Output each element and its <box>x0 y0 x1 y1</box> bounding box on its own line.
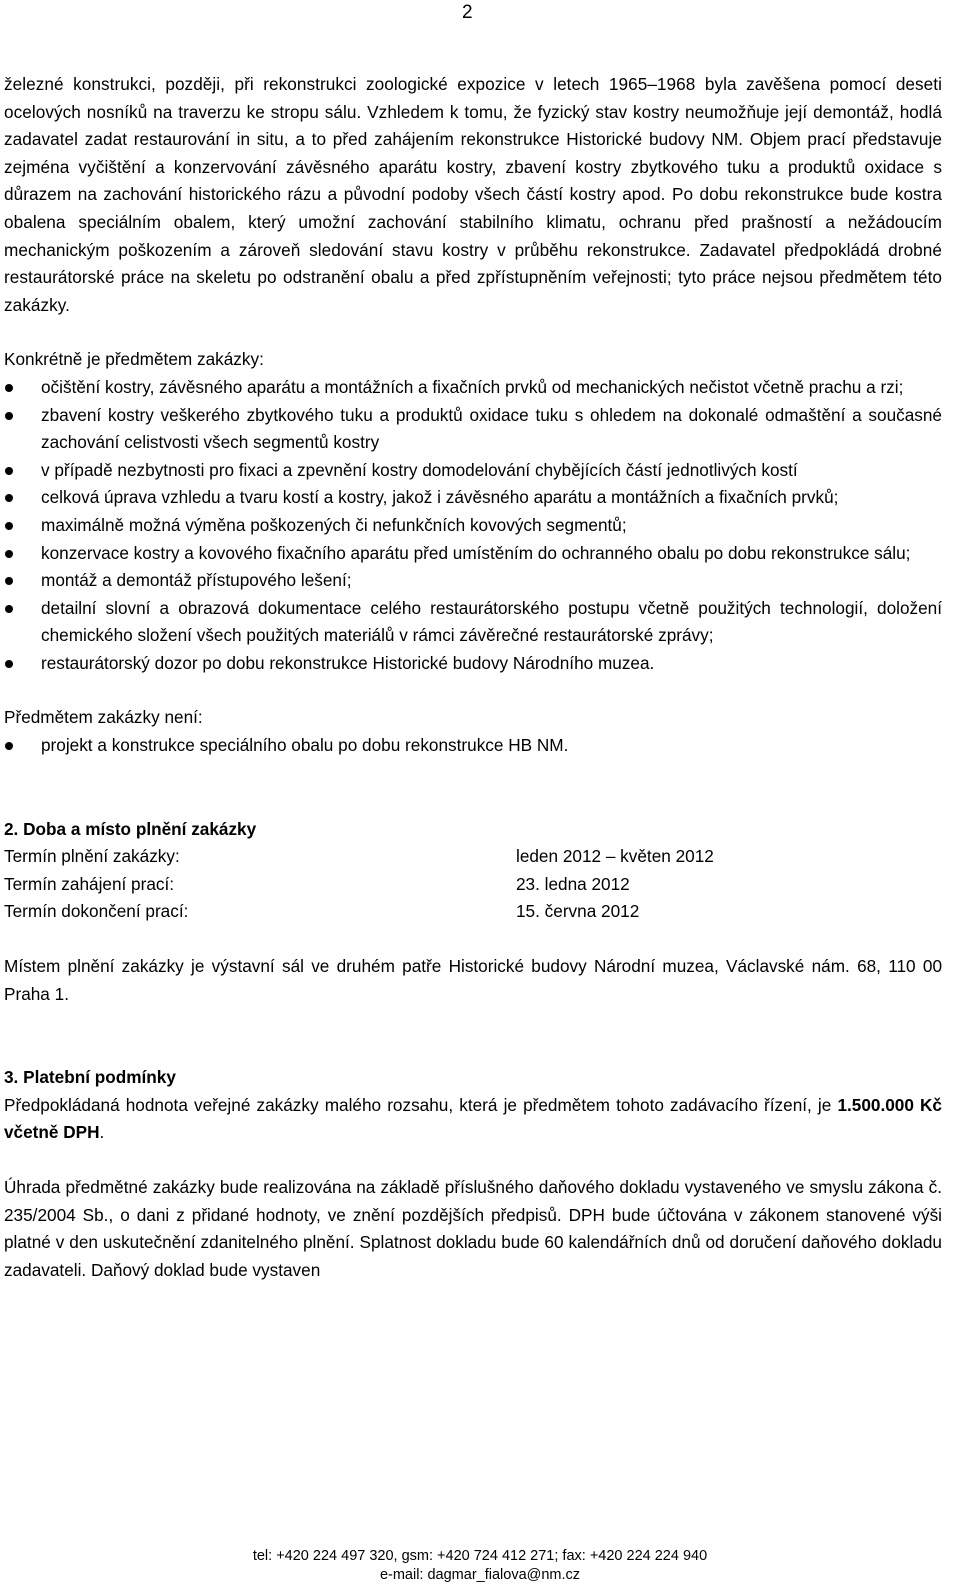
section-2-title: Doba a místo plnění zakázky <box>23 818 257 839</box>
date-value: 15. června 2012 <box>516 901 640 922</box>
excluded-list <box>4 732 942 760</box>
date-label: Termín zahájení prací: <box>4 873 175 894</box>
value-amount: 1.500.000 Kč včetně DPH <box>4 1094 942 1143</box>
date-label: Termín dokončení prací: <box>4 901 189 922</box>
scope-item: detailní slovní a obrazová dokumentace celého restaurátorského postupu včetně použitých technologií, doložení chemického složení všech použitých materiálů v rámci závěrečné restaurátorské zprávy; <box>4 595 942 650</box>
value-end: . <box>99 1122 105 1143</box>
excluded-heading: Předmětem zakázky není: <box>4 707 203 728</box>
payment-paragraph: Úhrada předmětné zakázky bude realizována na základě příslušného daňového dokladu vystaveného ve smyslu zákona č. 235/2004 Sb., o dani z přidané hodnoty, ve znění pozdějších předpisů. DPH bude účtována v zákonem stanovené výši platné v den uskutečnění zdanitelného plnění. Splatnost dokladu bude 60 kalendářních dnů od doručení daňového dokladu zadavateli. Daňový doklad bude vystaven <box>4 1177 942 1280</box>
scope-heading: Konkrétně je předmětem zakázky: <box>4 349 264 370</box>
intro-text-1: železné konstrukci, později, při rekonstrukci zoologické expozice v letech 1965–1968 byla zavěšena pomocí deseti ocelových nosníků na traverzu ke stropu sálu. Vzhledem k tomu, že fyzický stav kostry neumožňuje její demontáž, hodlá zadavatel zadat restaurování in situ, a to před zahájením rekonstrukce Historické budovy NM. <box>4 74 942 150</box>
scope-item: konzervace kostry a kovového fixačního aparátu před umístěním do ochranného obalu po dobu rekonstrukce sálu; <box>4 540 942 568</box>
section-2-heading <box>4 816 942 844</box>
dates-row <box>4 871 942 899</box>
scope-item: restaurátorský dozor po dobu rekonstrukce Historické budovy Národního muzea. <box>4 650 942 678</box>
date-value: 23. ledna 2012 <box>516 873 630 894</box>
dates-row <box>4 898 942 926</box>
value-text: Předpokládaná hodnota veřejné zakázky malého rozsahu, která je předmětem tohoto zadávacího řízení, je <box>4 1094 838 1115</box>
section-3-title: Platební podmínky <box>23 1067 176 1088</box>
date-value: leden 2012 – květen 2012 <box>516 846 714 867</box>
value-paragraph <box>4 1092 942 1147</box>
section-3-number: 3. <box>4 1067 19 1088</box>
dates-row <box>4 843 942 871</box>
scope-item: montáž a demontáž přístupového lešení; <box>4 567 942 595</box>
section-2-number: 2. <box>4 818 19 839</box>
scope-item: maximálně možná výměna poškozených či nefunkčních kovových segmentů; <box>4 512 942 540</box>
scope-item: očištění kostry, závěsného aparátu a montážních a fixačních prvků od mechanických nečistot včetně prachu a rzi; <box>4 374 942 402</box>
excluded-item: projekt a konstrukce speciálního obalu po dobu rekonstrukce HB NM. <box>4 732 942 760</box>
footer-contact: tel: +420 224 497 320, gsm: +420 724 412 271; fax: +420 224 224 940 <box>252 1548 708 1564</box>
footer-email: e-mail: dagmar_fialova@nm.cz <box>379 1567 581 1583</box>
document-body <box>4 71 942 1284</box>
scope-list <box>4 374 942 678</box>
footer <box>0 1547 960 1585</box>
scope-item: celková úprava vzhledu a tvaru kostí a kostry, jakož i závěsného aparátu a montážních a fixačních prvků; <box>4 484 942 512</box>
scope-item: v případě nezbytnosti pro fixaci a zpevnění kostry domodelování chybějících částí jednotlivých kostí <box>4 457 942 485</box>
section-3-heading <box>4 1064 942 1092</box>
scope-item: zbavení kostry veškerého zbytkového tuku a produktů oxidace tuku s ohledem na dokonalé odmaštění a současné zachování celistvosti všech segmentů kostry <box>4 402 942 457</box>
place-paragraph: Místem plnění zakázky je výstavní sál ve druhém patře Historické budovy Národní muzea, Václavské nám. 68, 110 00 Praha 1. <box>4 956 942 1004</box>
intro-text-2: Objem prací představuje zejména vyčištění a konzervování závěsného aparátu kostry, zbavení kostry zbytkového tuku a produktů oxidace s důrazem na zachování historického rázu a původní podoby všech částí kostry apod. Po dobu rekonstrukce bude kostra obalena speciálním obalem, který umožní zachování stabilního klimatu, ochranu před prašností a nežádoucím mechanickým poškozením a zároveň sledování stavu kostry v průběhu rekonstrukce. Zadavatel předpokládá drobné restaurátorské práce na skeletu po odstranění obalu a před zpřístupněním veřejnosti; tyto práce nejsou předmětem této zakázky. <box>4 129 942 315</box>
page-number: 2 <box>462 2 473 23</box>
date-label: Termín plnění zakázky: <box>4 846 180 867</box>
intro-paragraph <box>4 71 942 319</box>
